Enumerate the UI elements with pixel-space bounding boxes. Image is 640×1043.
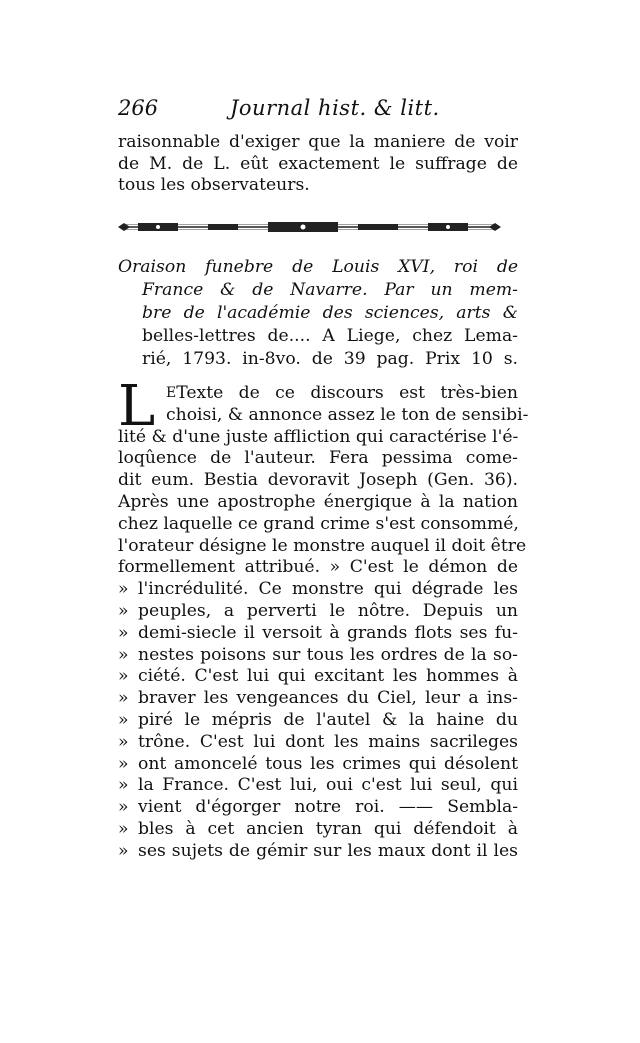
text-line-content: ont amoncelé tous les crimes qui désolent (138, 753, 518, 774)
text-line (118, 666, 518, 688)
quote-mark: » (118, 579, 129, 600)
text-line: choisi, & annonce assez le ton de sensibi- (166, 404, 529, 425)
running-head: Journal hist. & litt. (230, 96, 440, 120)
text-line-content: peuples, a perverti le nôtre. Depuis un (138, 600, 518, 621)
text-line-content: trône. C'est lui dont les mains sacrileges (138, 731, 518, 752)
title-line: France & de Navarre. Par un mem- (142, 280, 518, 300)
text-line-content: piré le mépris de l'autel & la haine du (138, 709, 518, 730)
text-line (118, 819, 518, 841)
text-line (118, 775, 518, 797)
text-line: dit eum. Bestia devoravit Joseph (Gen. 36). (118, 470, 518, 491)
text-line-content: bles à cet ancien tyran qui défendoit à (138, 818, 518, 839)
text-line: chez laquelle ce grand crime s'est consommé, (118, 513, 519, 534)
text-line (118, 710, 518, 732)
quote-mark: » (118, 688, 129, 709)
text-line (118, 645, 518, 667)
text-line-content: nestes poisons sur tous les ordres de la so- (138, 644, 518, 665)
text-line (118, 579, 518, 601)
text-line-content: la France. C'est lui, oui c'est lui seul, qui (138, 775, 518, 796)
text-line-content: ses sujets de gémir sur les maux dont il les (138, 840, 518, 861)
title-line: rié, 1793. in-8vo. de 39 pag. Prix 10 s. (142, 349, 518, 369)
quote-mark: » (118, 622, 129, 643)
text-line: de M. de L. eût exactement le suffrage de (118, 153, 518, 174)
text-line (118, 688, 518, 710)
text-line-content: demi-siecle il versoit à grands flots ses fu- (138, 622, 518, 643)
quote-mark: » (118, 731, 129, 752)
continuation-text (118, 132, 518, 197)
text-line-content: braver les vengeances du Ciel, leur a ins- (138, 688, 518, 709)
review-title (118, 256, 518, 371)
text-line: tous les observateurs. (118, 175, 310, 196)
text-line-content: vient d'égorger notre roi. —— Sembla- (138, 797, 518, 818)
review-body (118, 383, 529, 863)
page-number: 266 (118, 96, 159, 120)
text-line (118, 754, 518, 776)
quote-mark: » (118, 818, 129, 839)
quote-mark: » (118, 709, 129, 730)
text-line-content: l'incrédulité. Ce monstre qui dégrade les (138, 579, 518, 600)
text-line: lité & d'une juste affliction qui caractérise l'é- (118, 426, 519, 447)
title-line: bre de l'académie des sciences, arts & (142, 303, 518, 323)
title-line: belles-lettres de.... A Liege, chez Lema- (142, 326, 518, 346)
text-line: Après une apostrophe énergique à la nation (118, 491, 518, 512)
text-line-content: ciété. C'est lui qui excitant les hommes à (138, 666, 518, 687)
quote-mark: » (118, 666, 129, 687)
decorative-rule-icon (118, 220, 501, 234)
quote-mark: » (118, 600, 129, 621)
quote-mark: » (118, 775, 129, 796)
title-line: Oraison funebre de Louis XVI, roi de (118, 257, 518, 277)
quote-mark: » (118, 840, 129, 861)
text-line (118, 797, 518, 819)
drop-cap-letter: L (118, 374, 156, 439)
first-word-cap: E (166, 385, 177, 401)
text-line: l'orateur désigne le monstre auquel il doit être (118, 535, 527, 556)
text-line (118, 732, 518, 754)
quote-mark: » (118, 753, 129, 774)
text-line (118, 383, 518, 405)
text-line: raisonnable d'exiger que la maniere de voir (118, 132, 518, 152)
quote-mark: » (118, 797, 129, 818)
text-line-content: Texte de ce discours est très-bien (176, 383, 518, 403)
text-line: formellement attribué. » C'est le démon de (118, 557, 518, 578)
text-line: loqûence de l'auteur. Fera pessima come- (118, 448, 518, 469)
text-line (118, 601, 518, 623)
text-line (118, 623, 518, 645)
page-header (118, 96, 518, 126)
text-line (118, 841, 518, 863)
quote-mark: » (118, 644, 129, 665)
